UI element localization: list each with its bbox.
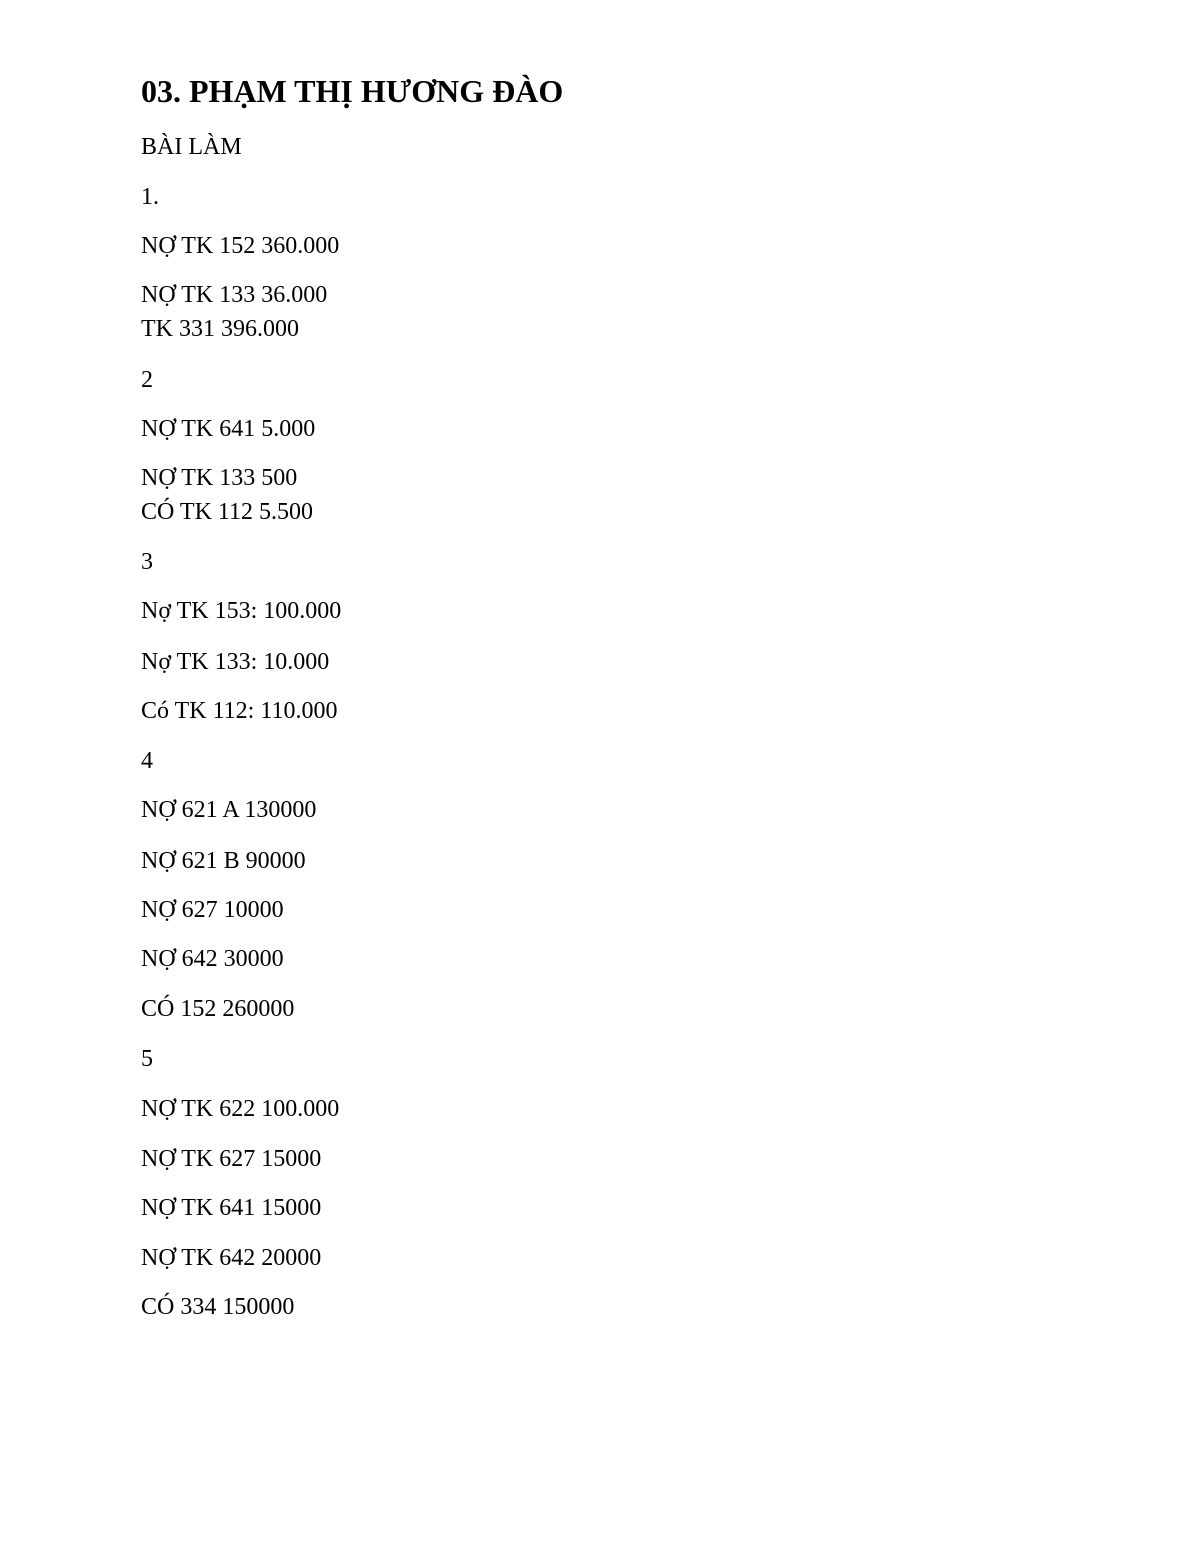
entry-2-line-1: NỢ TK 641 5.000 [141,416,316,442]
entry-5-line-3: NỢ TK 641 15000 [141,1195,322,1221]
entry-3-number: 3 [141,549,153,575]
entry-3-line-1: Nợ TK 153: 100.000 [141,598,342,624]
entry-3-line-3: Có TK 112: 110.000 [141,698,338,724]
entry-1-line-3: TK 331 396.000 [141,316,299,342]
entry-5-line-1: NỢ TK 622 100.000 [141,1096,340,1122]
entry-3-line-2: Nợ TK 133: 10.000 [141,649,330,675]
entry-2-line-3: CÓ TK 112 5.500 [141,499,314,525]
entry-1-line-1: NỢ TK 152 360.000 [141,233,340,259]
entry-4-line-1: NỢ 621 A 130000 [141,797,317,823]
entry-1-line-2: NỢ TK 133 36.000 [141,282,328,308]
entry-5-line-5: CÓ 334 150000 [141,1294,295,1320]
entry-4-number: 4 [141,748,153,774]
entry-4-line-5: CÓ 152 260000 [141,996,295,1022]
entry-2-number: 2 [141,367,153,393]
entry-4-line-4: NỢ 642 30000 [141,946,284,972]
entry-4-line-2: NỢ 621 B 90000 [141,848,306,874]
entry-4-line-3: NỢ 627 10000 [141,897,284,923]
document-title: 03. PHẠM THỊ HƯƠNG ĐÀO [141,73,564,109]
entry-2-line-2: NỢ TK 133 500 [141,465,298,491]
entry-5-line-2: NỢ TK 627 15000 [141,1146,322,1172]
entry-1-number: 1. [141,184,159,210]
entry-5-line-4: NỢ TK 642 20000 [141,1245,322,1271]
section-heading: BÀI LÀM [141,134,242,160]
entry-5-number: 5 [141,1046,153,1072]
